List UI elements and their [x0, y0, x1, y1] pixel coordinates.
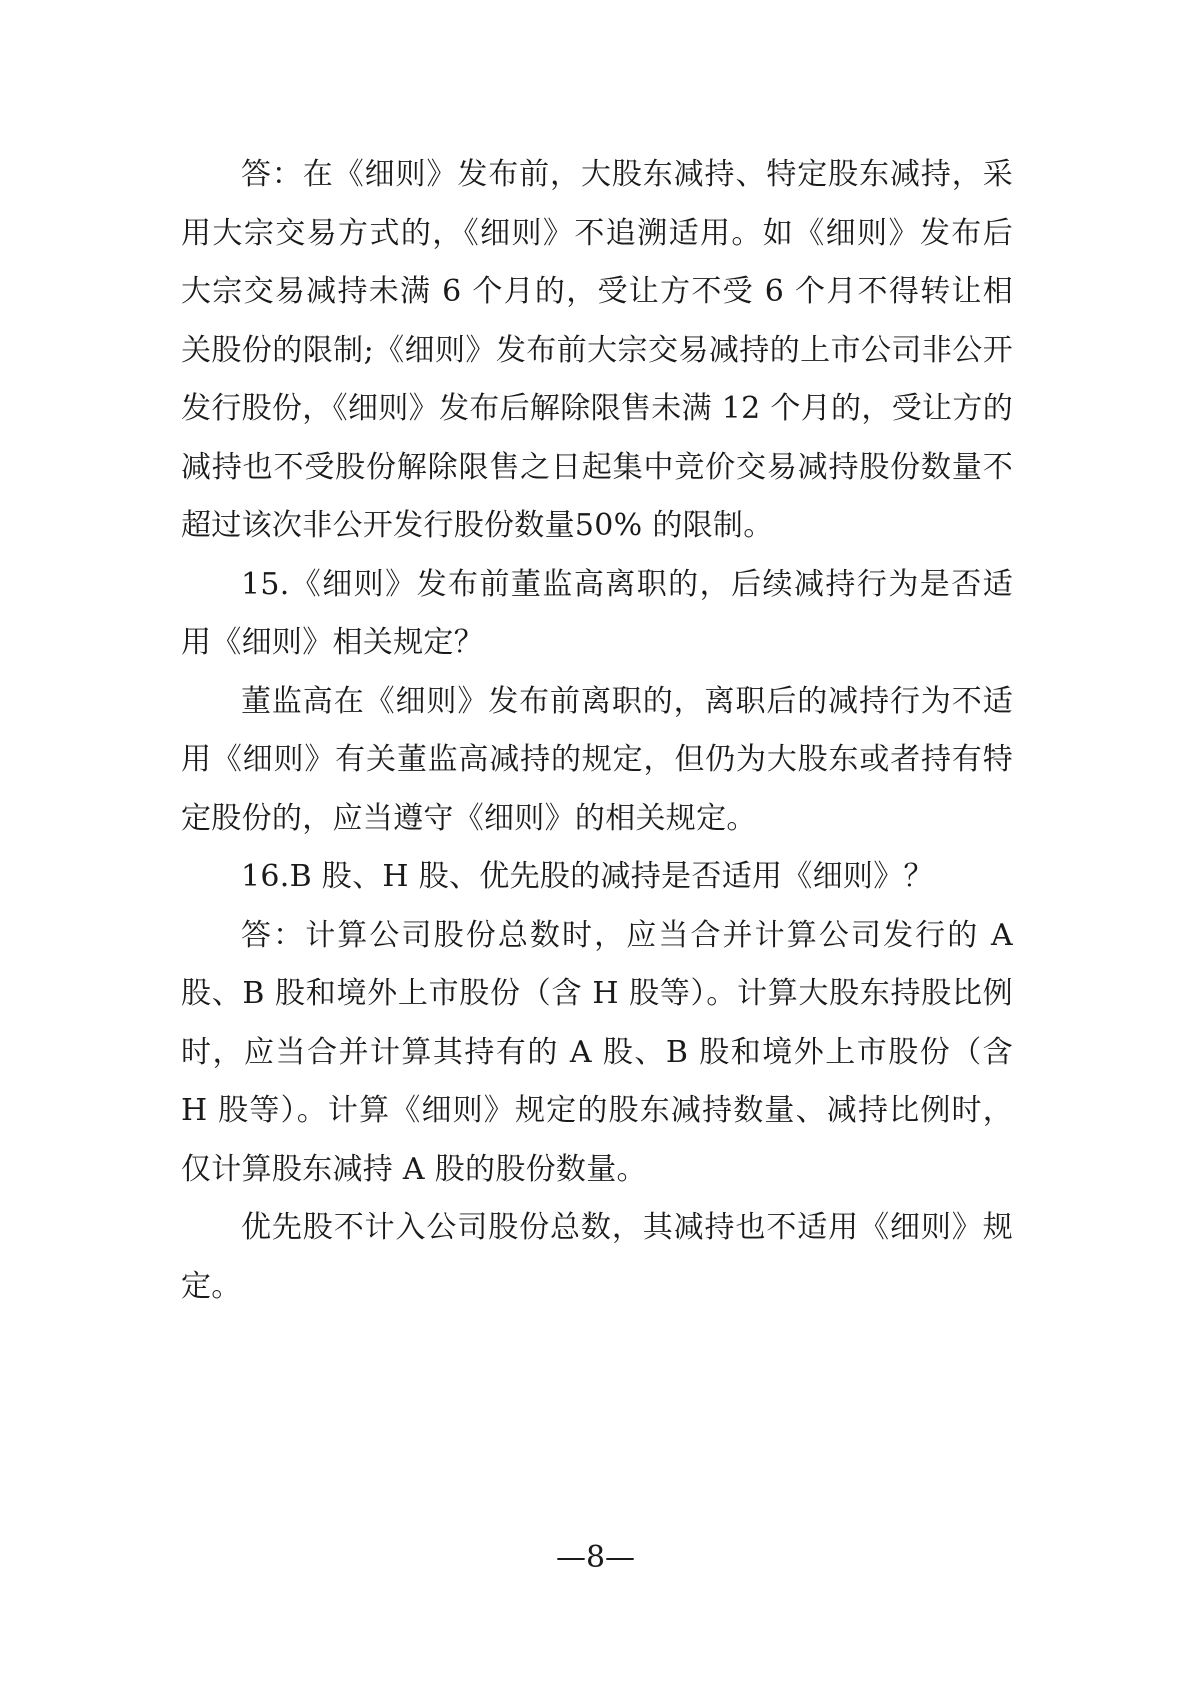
question-16: 16.B 股、H 股、优先股的减持是否适用《细则》？	[241, 859, 934, 894]
paragraph-answer-15: 董监高在《细则》发布前离职的，离职后的减持行为不适用《细则》有关董监高减持的规定，但仍为大股东或者持有特定股份的，应当遵守《细则》的相关规定。	[181, 683, 1013, 836]
paragraph-answer-14: 答：在《细则》发布前，大股东减持、特定股东减持，采用大宗交易方式的，《细则》不追溯适用。如《细则》发布后大宗交易减持未满 6 个月的，受让方不受 6 个月不得转让相关股份的限制;《细则》发布前大宗交易减持的上市公司非公开发行股份，《细则》发布后解除限售未满 12 个月的，受让方的减持也不受股份解除限售之日起集中竞价交易减持股份数量不超过该次非公开发行股份数量50% 的限制。	[181, 157, 1013, 543]
paragraph-answer-16: 答：计算公司股份总数时，应当合并计算公司发行的 A 股、B 股和境外上市股份（含 H 股等）。计算大股东持股比例时，应当合并计算其持有的 A 股、B 股和境外上市股份（含 H 股等）。计算《细则》规定的股东减持数量、减持比例时，仅计算股东减持 A 股的股份数量。	[181, 917, 1013, 1187]
document-body	[181, 146, 1013, 1316]
question-15: 15.《细则》发布前董监高离职的，后续减持行为是否适用《细则》相关规定？	[181, 566, 1013, 660]
page-number: —8—	[555, 1540, 636, 1575]
paragraph-preferred-shares: 优先股不计入公司股份总数，其减持也不适用《细则》规定。	[181, 1210, 1013, 1304]
